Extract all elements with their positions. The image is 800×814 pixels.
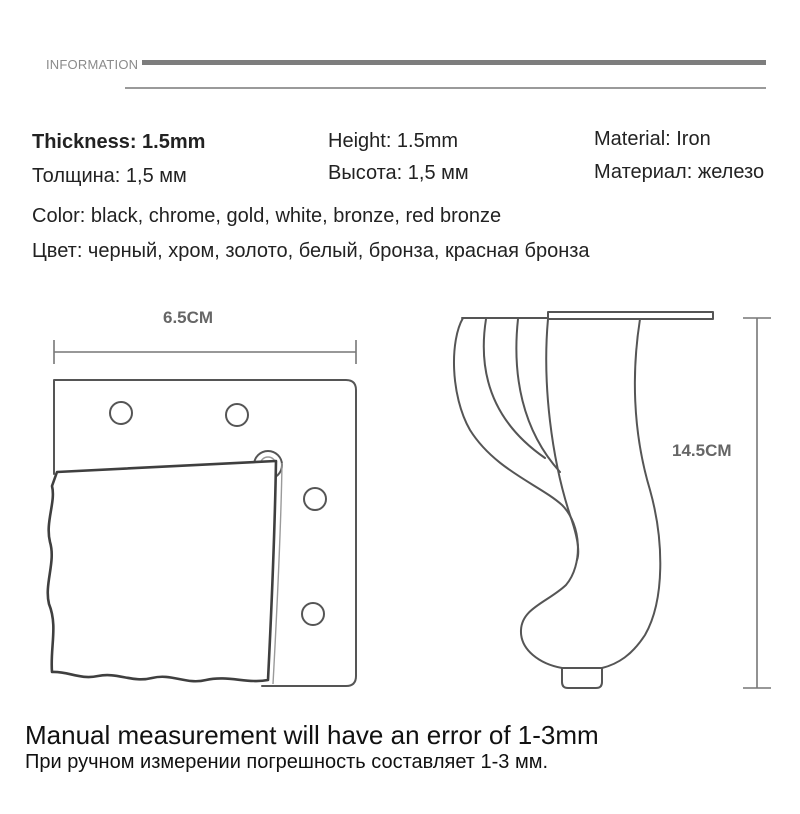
mounting-hole [110,402,132,424]
bracket-plate-drawing [48,340,356,686]
mounting-hole [302,603,324,625]
section-title: INFORMATION [46,57,139,72]
wood-panel [48,461,276,681]
thickness-spec-ru: Толщина: 1,5 мм [32,165,187,187]
leg-top-plate [548,312,713,319]
height-spec-en: Height: 1.5mm [328,130,459,152]
material-spec-ru: Материал: железо [594,161,765,183]
color-spec-en: Color: black, chrome, gold, white, bronze, red bronze [32,205,502,227]
measurement-note-ru: При ручном измерении погрешность составляет 1-3 мм. [25,751,549,773]
height-spec-ru: Высота: 1,5 мм [328,162,469,184]
leg-front-edge [546,319,578,560]
color-spec-ru: Цвет: черный, хром, золото, белый, бронза, красная бронза [32,240,590,262]
width-dimension-line [54,340,356,364]
mounting-hole [304,488,326,510]
leg-outline-right [602,319,660,668]
leg-outline-left [454,318,578,668]
measurement-note-en: Manual measurement will have an error of 1-3mm [25,720,599,750]
mounting-hole [226,404,248,426]
height-dimension-label: 14.5CM [672,441,732,460]
furniture-leg-drawing [454,312,771,688]
height-dimension-line [743,318,771,688]
thickness-spec-en: Thickness: 1.5mm [32,131,206,153]
leg-foot [562,668,602,688]
material-spec-en: Material: Iron [594,128,711,150]
width-dimension-label: 6.5CM [163,308,214,327]
